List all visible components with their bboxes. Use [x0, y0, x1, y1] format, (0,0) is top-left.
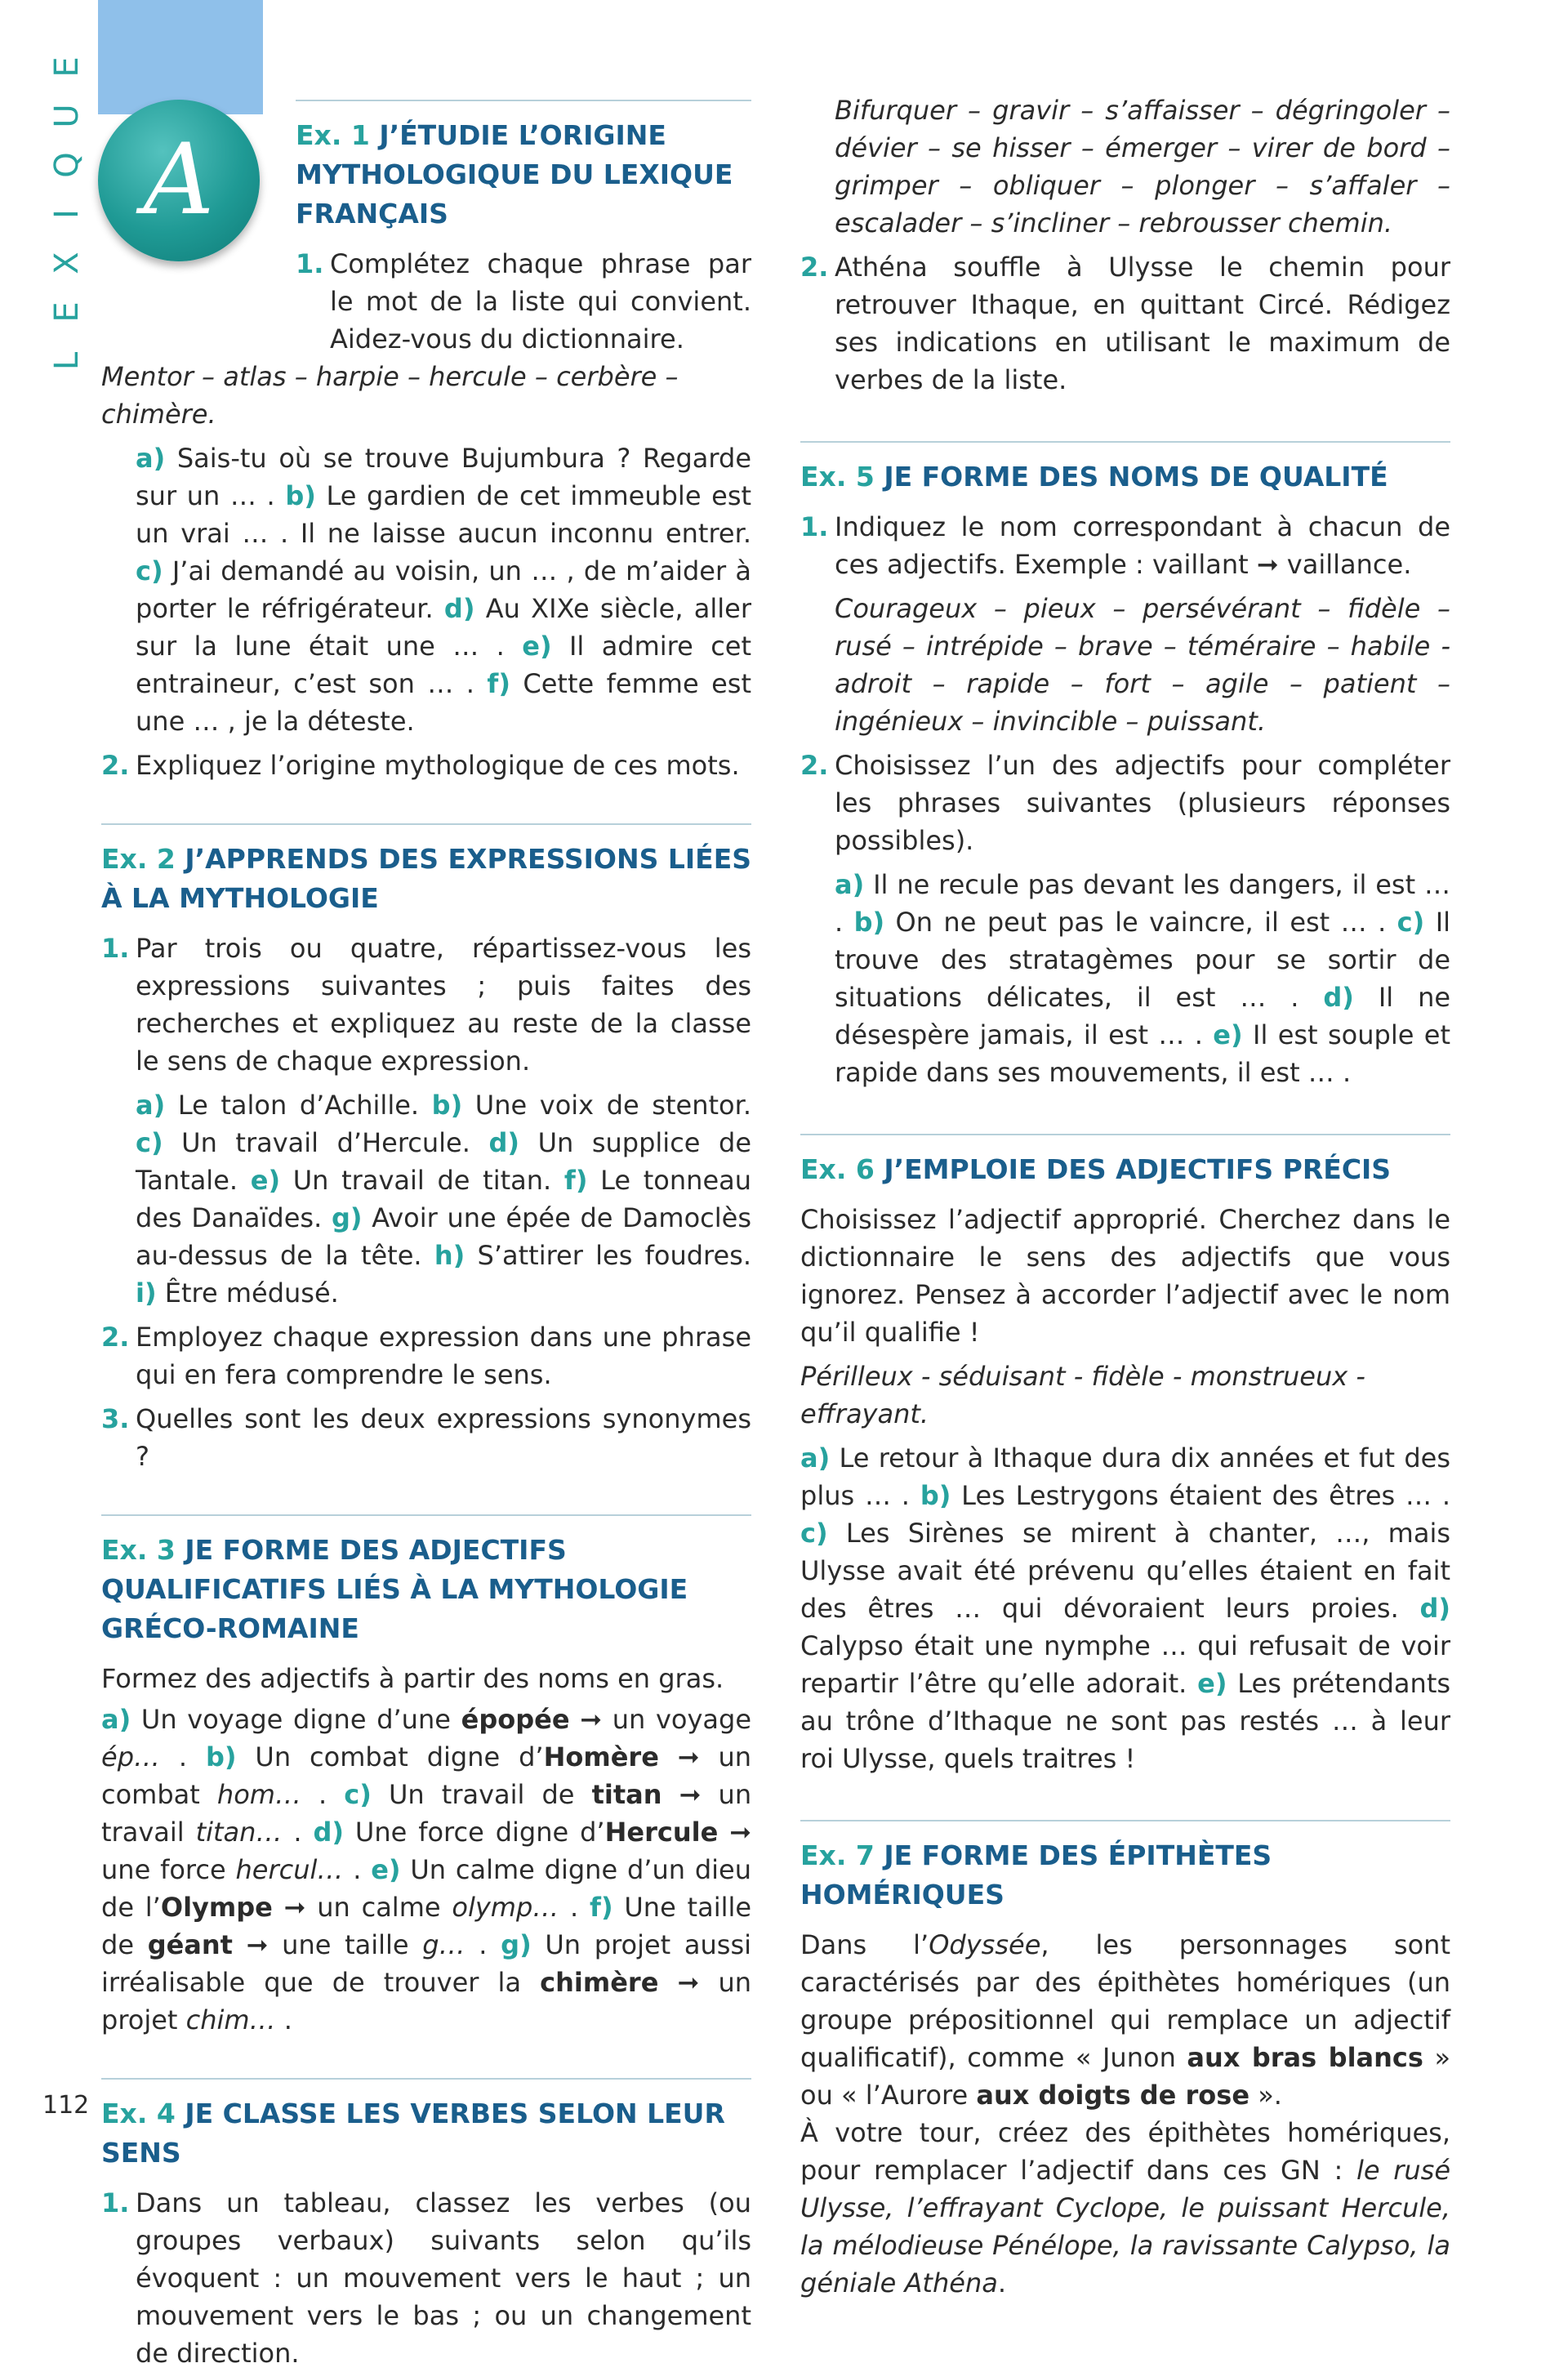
item-label: c): [344, 1779, 372, 1810]
bold-noun: Homère: [543, 1741, 659, 1772]
item-end: .: [283, 2004, 292, 2035]
item-text: S’attirer les foudres.: [477, 1240, 752, 1271]
item-end: .: [479, 1929, 488, 1960]
item-label: b): [431, 1090, 463, 1121]
bold-noun: Hercule: [604, 1817, 719, 1848]
side-label-letter: Q: [48, 152, 86, 178]
paragraph-text: ».: [1258, 2080, 1282, 2111]
question-text: Dans un tableau, classez les verbes (ou groupes verbaux) suivants selon qu’ils évoquent : un mouvement vers le haut ; un mouvement vers le bas ; ou un changement de direction.: [136, 2187, 751, 2369]
question-number: 1.: [101, 2187, 130, 2218]
exercise-6-items: [800, 1439, 1450, 1777]
right-column: [800, 91, 1450, 2302]
side-label-letter: E: [48, 301, 86, 323]
bold-epithet: aux bras blancs: [1187, 2042, 1423, 2073]
exercise-3-items: [101, 1701, 751, 2039]
item-label: a): [835, 869, 865, 900]
item-end: .: [318, 1779, 327, 1810]
exercise-2-items: [136, 1086, 751, 1312]
item-text: Le gardien de cet immeuble est un vrai … . Il ne laisse aucun inconnu entrer.: [136, 480, 752, 549]
page-number: 112: [42, 2091, 90, 2120]
item-label: d): [443, 593, 475, 624]
arrow-icon: ➞: [246, 1929, 269, 1960]
item-text: Un travail de: [388, 1779, 575, 1810]
exercise-1-number: Ex. 1: [296, 119, 370, 151]
exercise-4-question-1: [101, 2184, 751, 2372]
arrow-icon: ➞: [580, 1704, 603, 1735]
bold-noun: géant: [147, 1929, 233, 1960]
arrow-icon: ➞: [729, 1817, 752, 1848]
item-text: On ne peut pas le vaincre, il est … .: [895, 907, 1387, 938]
item-text: Sais-tu où se trouve Bujumbura ? Regarde sur un … .: [136, 443, 752, 511]
item-text: un calme: [317, 1892, 441, 1923]
exercise-2-question-2: [101, 1318, 751, 1393]
item-label: g): [331, 1202, 363, 1233]
item-text: Les Sirènes se mirent à chanter, …, mais Ulysse avait été prévenu qu’elles étaient en fait des êtres … qui dévoraient leurs proies.: [800, 1518, 1451, 1624]
item-text: Un combat digne d’: [255, 1741, 544, 1772]
item-text: Un calme digne d’un dieu de l’: [101, 1854, 752, 1923]
exercise-2-header: [101, 823, 751, 918]
item-text: Une force digne d’: [354, 1817, 605, 1848]
item-label: b): [205, 1741, 237, 1772]
item-label: g): [501, 1929, 532, 1960]
bold-epithet: aux doigts de rose: [976, 2080, 1250, 2111]
item-label: a): [800, 1442, 831, 1474]
left-column: [101, 100, 751, 2372]
item-label: f): [590, 1892, 613, 1923]
exercise-7-paragraph-2: [800, 2114, 1450, 2302]
side-label-letter: U: [48, 104, 86, 128]
work-title: Odyssée: [929, 1929, 1041, 1960]
item-label: b): [285, 480, 316, 511]
item-end: .: [293, 1817, 302, 1848]
exercise-4-number: Ex. 4: [101, 2098, 176, 2129]
question-number: 2.: [800, 750, 829, 781]
side-label-letter: I: [48, 209, 86, 219]
exercise-7-paragraph-1: [800, 1926, 1450, 2114]
item-label: c): [800, 1518, 828, 1549]
exercise-4-title: JE CLASSE LES VERBES SELON LEUR SENS: [101, 2098, 725, 2169]
item-end: .: [178, 1741, 188, 1772]
bold-noun: épopée: [461, 1704, 570, 1735]
item-label: b): [853, 907, 885, 938]
item-text: un travail: [101, 1779, 752, 1848]
item-label: b): [920, 1480, 951, 1511]
item-label: d): [1419, 1593, 1451, 1624]
item-text: Cette femme est une … , je la déteste.: [136, 668, 751, 737]
exercise-5-question-2: [800, 747, 1450, 859]
exercise-5-number: Ex. 5: [800, 461, 875, 493]
item-text: Il trouve des stratagèmes pour se sortir de situations délicates, il est … .: [835, 907, 1451, 1013]
word-stem: hom…: [216, 1779, 301, 1810]
word-stem: g…: [422, 1929, 466, 1960]
question-text: Athéna souffle à Ulysse le chemin pour retrouver Ithaque, en quittant Circé. Rédigez ses indications en utilisant le maximum de verbes de la liste.: [835, 252, 1450, 395]
item-end: .: [570, 1892, 579, 1923]
exercise-5-question-1: [800, 508, 1450, 583]
item-label: e): [1213, 1019, 1243, 1050]
exercise-1-question-2: [101, 747, 751, 784]
header-color-band: [98, 0, 263, 114]
item-label: d): [1323, 982, 1354, 1013]
exercise-5-adjective-list: Courageux – pieux – persévérant – fidèle – rusé – intrépide – brave – téméraire – habile - adroit – rapide – fort – agile – patient – ingénieux – invincible – puissant.: [835, 593, 1450, 737]
item-text: Un projet aussi irréalisable que de trouver la: [101, 1929, 752, 1998]
word-stem: chim…: [185, 2004, 276, 2035]
exercise-3-header: [101, 1514, 751, 1648]
item-text: Un voyage digne d’une: [140, 1704, 451, 1735]
item-text: Être médusé.: [164, 1277, 339, 1309]
exercise-5-title: JE FORME DES NOMS DE QUALITÉ: [884, 461, 1388, 493]
paragraph-text: Dans l’: [800, 1929, 929, 1960]
item-text: une force: [101, 1854, 226, 1885]
question-number: 1.: [296, 248, 324, 279]
item-text: Une voix de stentor.: [474, 1090, 752, 1121]
item-text: Un supplice de Tantale.: [136, 1127, 752, 1196]
bold-noun: titan: [591, 1779, 662, 1810]
question-number: 1.: [800, 511, 829, 542]
item-label: e): [522, 631, 552, 662]
side-label-letter: X: [48, 252, 86, 274]
example-phrases: le rusé Ulysse, l’effrayant Cyclope, le puissant Hercule, la mélodieuse Pénélope, la ravissante Calypso, la géniale Athéna: [800, 2155, 1451, 2298]
item-text: un voyage: [612, 1704, 752, 1735]
side-label-letter: L: [48, 351, 86, 371]
item-text: Un travail de titan.: [292, 1165, 552, 1196]
item-text: J’ai demandé au voisin, un … , de m’aider à porter le réfrigérateur.: [136, 555, 752, 624]
item-text: Calypso était une nymphe … qui refusait de voir repartir l’être qu’elle adorait.: [800, 1630, 1450, 1699]
exercise-1-title: J’ÉTUDIE L’ORIGINE MYTHOLOGIQUE DU LEXIQUE FRANÇAIS: [296, 119, 733, 230]
exercise-2-question-1: [101, 930, 751, 1080]
item-text: Le tonneau des Danaïdes.: [136, 1165, 752, 1233]
bold-noun: Olympe: [160, 1892, 273, 1923]
paragraph-text: » ou « l’Aurore: [800, 2042, 1451, 2111]
arrow-icon: ➞: [677, 1741, 700, 1772]
item-label: a): [136, 443, 166, 474]
paragraph-text: , les personnages sont caractérisés par des épithètes homériques (un groupe prépositionnel qui remplace un adjectif qualificatif), comme « Junon: [800, 1929, 1451, 2073]
exercise-1-header: [296, 100, 751, 234]
item-text: Un travail d’Hercule.: [181, 1127, 470, 1158]
item-label: e): [371, 1854, 401, 1885]
item-label: a): [136, 1090, 166, 1121]
paragraph-text: .: [997, 2267, 1006, 2298]
item-text: Il ne recule pas devant les dangers, il est … .: [835, 869, 1451, 938]
question-text: Par trois ou quatre, répartissez-vous les expressions suivantes ; puis faites des recherches et expliquez au reste de la classe le sens de chaque expression.: [136, 933, 751, 1077]
exercise-6-title: J’EMPLOIE DES ADJECTIFS PRÉCIS: [884, 1153, 1392, 1185]
exercise-3-intro: Formez des adjectifs à partir des noms en gras.: [101, 1663, 724, 1694]
item-text: Il ne désespère jamais, il est … .: [835, 982, 1451, 1050]
exercise-7-number: Ex. 7: [800, 1839, 875, 1871]
item-label: e): [250, 1165, 281, 1196]
exercise-6-number: Ex. 6: [800, 1153, 875, 1185]
word-stem: ép…: [101, 1741, 160, 1772]
exercise-6-header: [800, 1134, 1450, 1189]
word-stem: titan…: [195, 1817, 283, 1848]
item-text: Les prétendants au trône d’Ithaque ne sont pas restés … à leur roi Ulysse, quels traitres !: [800, 1668, 1451, 1774]
item-text: Une taille de: [101, 1892, 752, 1960]
question-number: 1.: [101, 933, 130, 964]
exercise-7-title: JE FORME DES ÉPITHÈTES HOMÉRIQUES: [800, 1839, 1272, 1911]
item-label: i): [136, 1277, 157, 1309]
item-text: Au XIXe siècle, aller sur la lune était une … .: [136, 593, 752, 662]
item-text: une taille: [282, 1929, 409, 1960]
badge-letter: A: [143, 123, 215, 237]
question-text: Complétez chaque phrase par le mot de la liste qui convient. Aidez-vous du dictionnaire.: [330, 248, 751, 354]
item-text: Il admire cet entraineur, c’est son … .: [136, 631, 752, 699]
exercise-6-intro: Choisissez l’adjectif approprié. Cherchez dans le dictionnaire le sens des adjectifs que vous ignorez. Pensez à accorder l’adjectif avec le nom qu’il qualifie !: [800, 1204, 1450, 1348]
arrow-icon: ➞: [677, 1967, 700, 1998]
exercise-5-header: [800, 441, 1450, 497]
question-text: Expliquez l’origine mythologique de ces mots.: [136, 750, 740, 781]
item-text: un projet: [101, 1967, 751, 2035]
exercise-3-title: JE FORME DES ADJECTIFS QUALIFICATIFS LIÉS À LA MYTHOLOGIE GRÉCO-ROMAINE: [101, 1534, 688, 1644]
exercise-4-question-2: [800, 248, 1450, 399]
item-label: c): [136, 555, 163, 586]
exercise-3-number: Ex. 3: [101, 1534, 176, 1566]
item-text: Les Lestrygons étaient des êtres … .: [961, 1480, 1451, 1511]
exercise-2-title: J’APPRENDS DES EXPRESSIONS LIÉES À LA MYTHOLOGIE: [101, 843, 752, 914]
exercise-6-adjective-list: Périlleux - séduisant - fidèle - monstrueux - effrayant.: [800, 1361, 1365, 1429]
exercise-1-question-1: [296, 245, 751, 358]
item-text: Le talon d’Achille.: [177, 1090, 420, 1121]
bold-noun: chimère: [540, 1967, 659, 1998]
item-text: un combat: [101, 1741, 752, 1810]
question-number: 2.: [101, 1322, 130, 1353]
exercise-1-word-list: Mentor – atlas – harpie – hercule – cerbère – chimère.: [101, 361, 679, 430]
arrow-icon: ➞: [679, 1779, 702, 1810]
item-label: c): [136, 1127, 163, 1158]
question-text: Quelles sont les deux expressions synonymes ?: [136, 1403, 751, 1472]
item-end: .: [353, 1854, 362, 1885]
question-text: Indiquez le nom correspondant à chacun de ces adjectifs. Exemple : vaillant ➞ vaillance.: [835, 511, 1450, 580]
exercise-7-header: [800, 1820, 1450, 1915]
item-text: Avoir une épée de Damoclès au-dessus de la tête.: [136, 1202, 752, 1271]
item-label: d): [313, 1817, 344, 1848]
paragraph-text: À votre tour, créez des épithètes homériques, pour remplacer l’adjectif dans ces GN :: [800, 2117, 1450, 2186]
question-text: Choisissez l’un des adjectifs pour compléter les phrases suivantes (plusieurs réponses possibles).: [835, 750, 1450, 856]
exercise-2-question-3: [101, 1400, 751, 1475]
item-label: f): [564, 1165, 588, 1196]
item-label: a): [101, 1704, 131, 1735]
item-text: Le retour à Ithaque dura dix années et fut des plus … .: [800, 1442, 1451, 1511]
word-stem: hercul…: [235, 1854, 344, 1885]
word-stem: olymp…: [452, 1892, 559, 1923]
exercise-1-items: [136, 439, 751, 740]
item-label: h): [434, 1240, 466, 1271]
item-text: Il est souple et rapide dans ses mouvements, il est … .: [835, 1019, 1451, 1088]
question-text: Employez chaque expression dans une phrase qui en fera comprendre le sens.: [136, 1322, 751, 1390]
exercise-4-header: [101, 2078, 751, 2173]
side-section-label: [48, 51, 86, 394]
item-label: c): [1396, 907, 1425, 938]
side-label-letter: E: [48, 56, 86, 78]
exercise-4-verb-list: Bifurquer – gravir – s’affaisser – dégringoler – dévier – se hisser – émerger – virer de bord – grimper – obliquer – plonger – s’affaler – escalader – s’incliner – rebrousser chemin.: [835, 95, 1450, 239]
question-number: 3.: [101, 1403, 130, 1434]
item-label: f): [487, 668, 510, 699]
item-label: e): [1197, 1668, 1227, 1699]
item-label: d): [488, 1127, 520, 1158]
question-number: 2.: [800, 252, 829, 283]
exercise-2-number: Ex. 2: [101, 843, 176, 875]
exercise-5-items: [835, 866, 1450, 1091]
arrow-icon: ➞: [283, 1892, 306, 1923]
question-number: 2.: [101, 750, 130, 781]
